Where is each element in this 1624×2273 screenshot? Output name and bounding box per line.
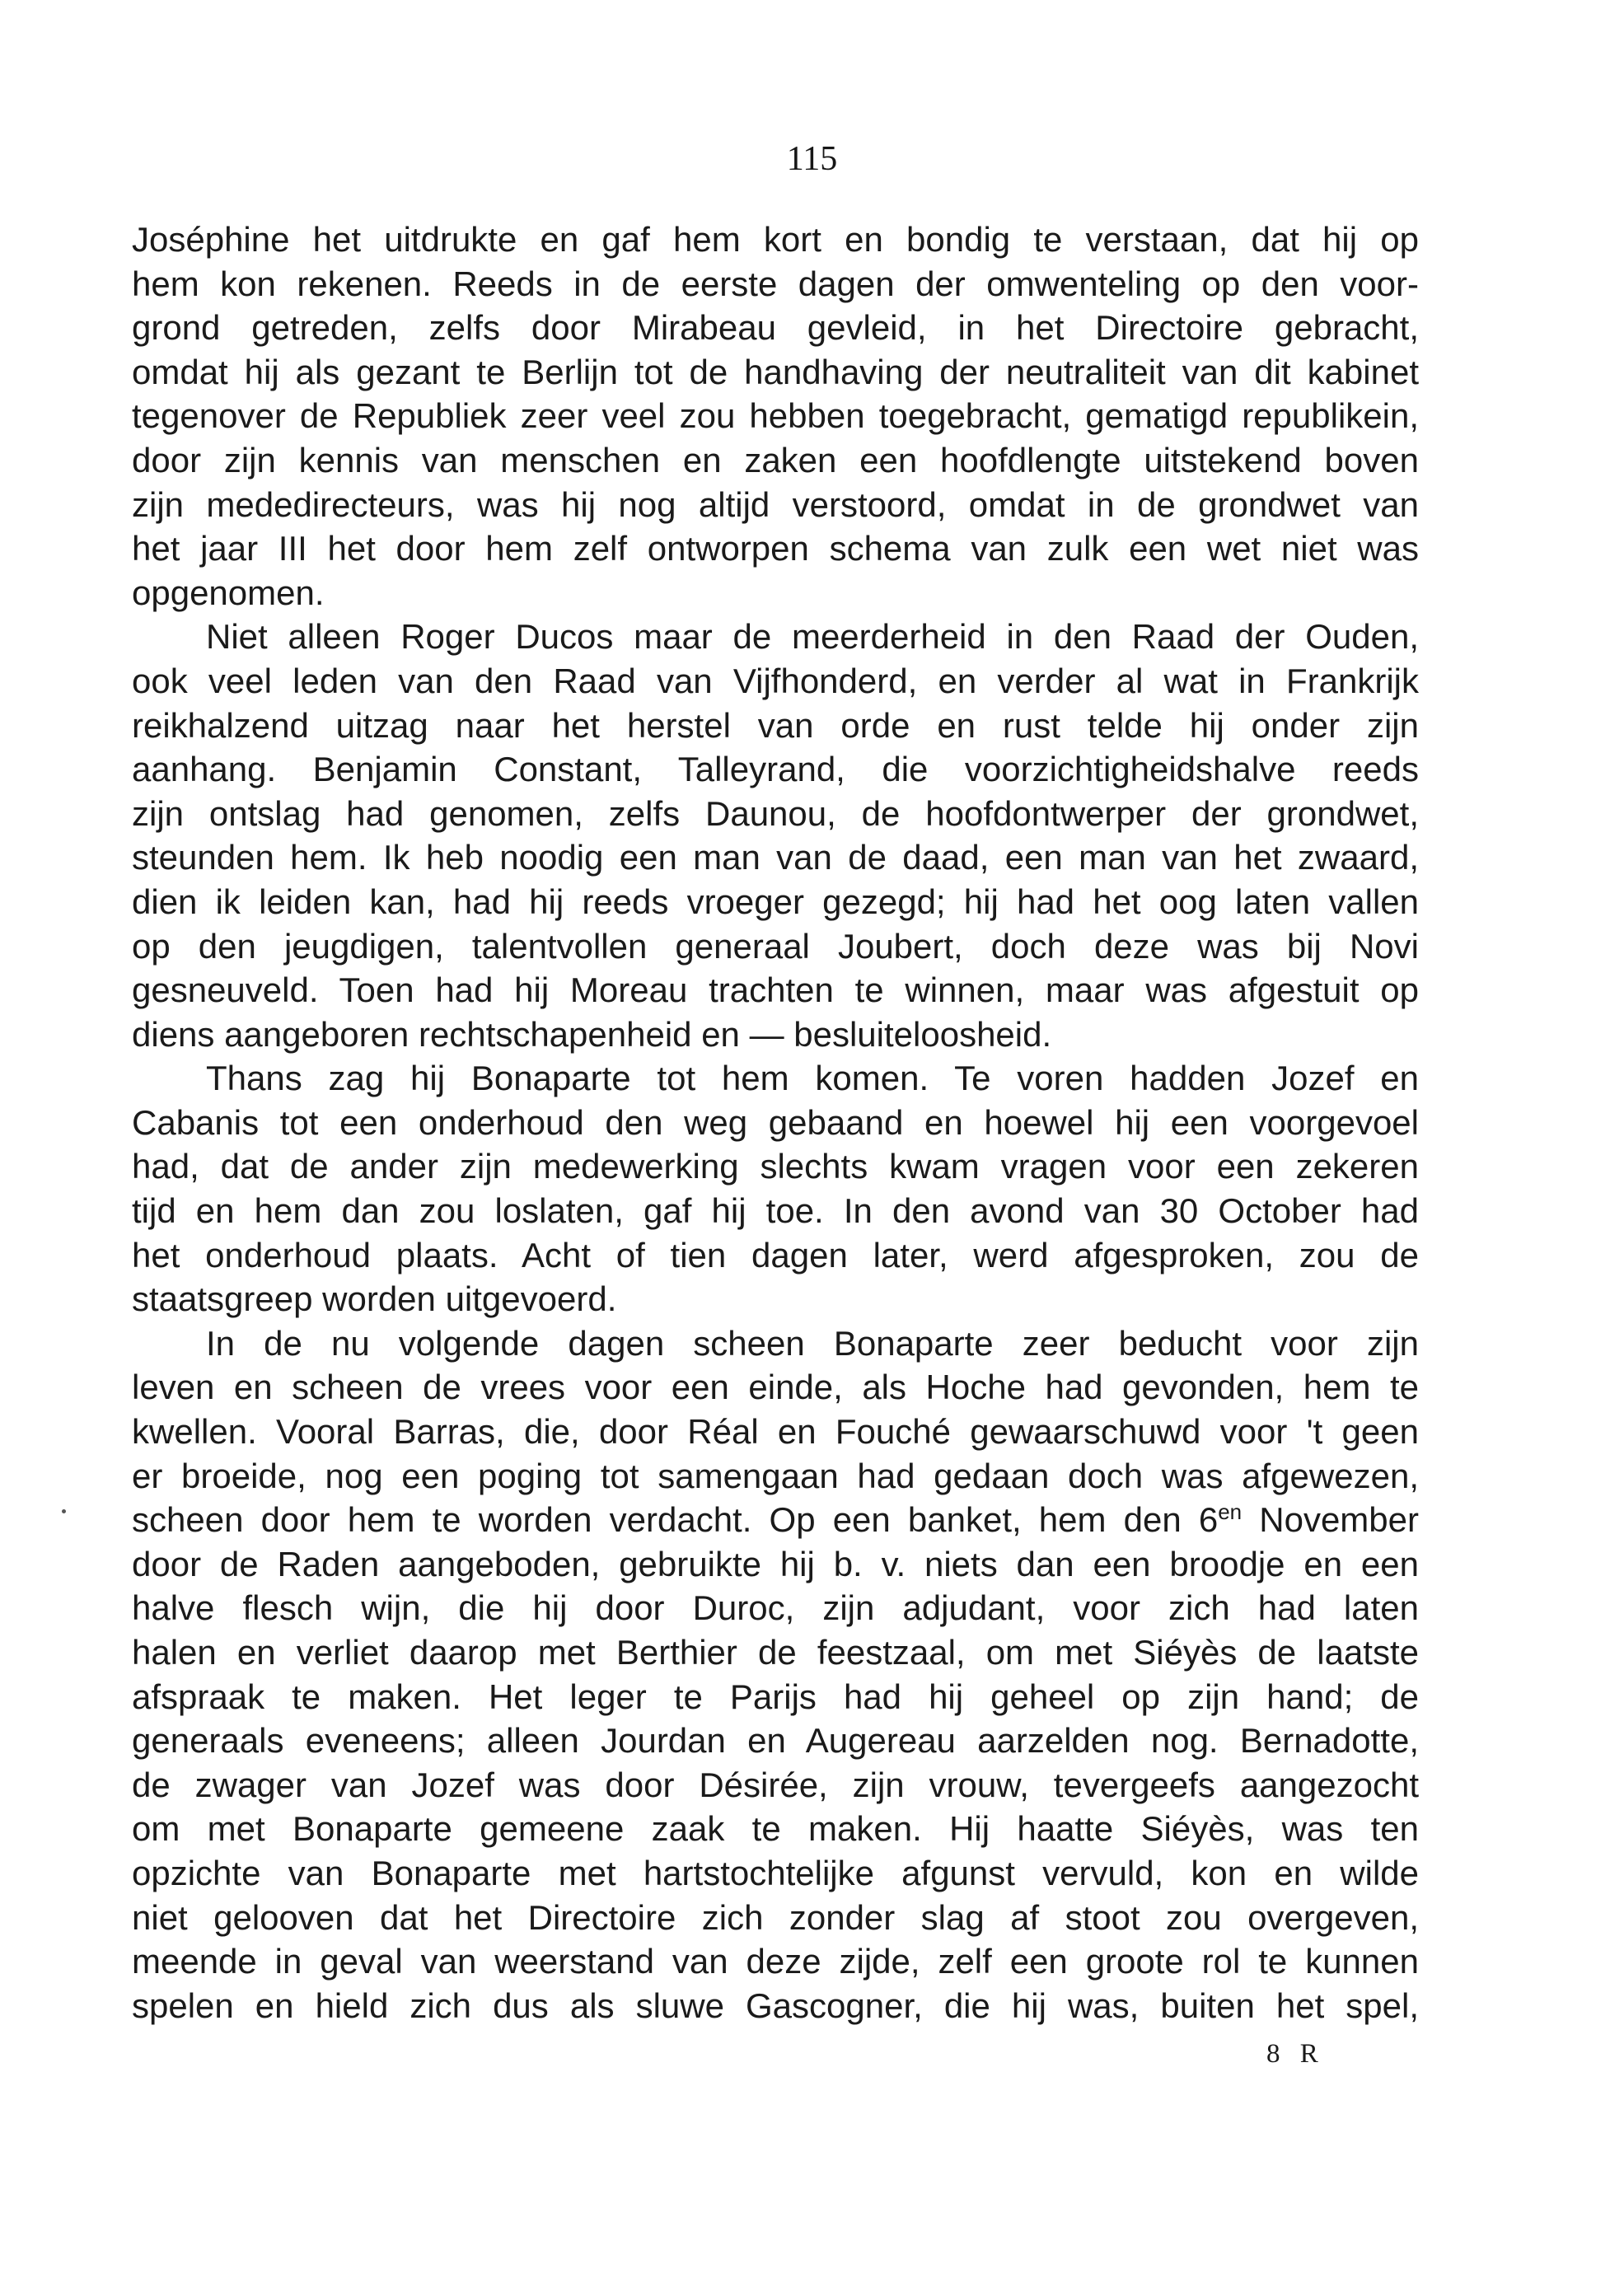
text-line: generaals eveneens; alleen Jourdan en Augereau aarzelden nog. Bernadotte, <box>132 1721 1419 1761</box>
text-line: het jaar III het door hem zelf ontworpen schema van zulk een wet niet was <box>132 529 1419 568</box>
text-line: scheen door hem te worden verdacht. Op een banket, hem den $6^{en}$ November <box>132 1499 1419 1540</box>
paragraph <box>132 1056 1419 1321</box>
text-line: tijd en hem dan zou loslaten, gaf hij toe. In den avond van 30 October had <box>132 1191 1419 1231</box>
text-line: zijn mededirecteurs, was hij nog altijd verstoord, omdat in de grondwet van <box>132 484 1419 524</box>
paragraph <box>132 1321 1419 2028</box>
text-line: niet gelooven dat het Directoire zich zonder slag af stoot zou overgeven, <box>132 1897 1419 1937</box>
text-line: steunden hem. Ik heb noodig een man van de daad, een man van het zwaard, <box>132 838 1419 877</box>
text-line: Joséphine het uitdrukte en gaf hem kort en bondig te verstaan, dat hij op <box>132 220 1419 259</box>
text-line: diens aangeboren rechtschapenheid en — besluiteloosheid. <box>132 1014 1052 1054</box>
text-line: afspraak te maken. Het leger te Parijs had hij geheel op zijn hand; de <box>132 1677 1419 1716</box>
text-line: omdat hij als gezant te Berlijn tot de handhaving der neutraliteit van dit kabinet <box>132 352 1419 391</box>
text-line: grond getreden, zelfs door Mirabeau gevleid, in het Directoire gebracht, <box>132 308 1419 348</box>
text-line: de zwager van Jozef was door Désirée, zijn vrouw, tevergeefs aangezocht <box>132 1765 1419 1804</box>
text-line: op den jeugdigen, talentvollen generaal Joubert, doch deze was bij Novi <box>132 926 1419 966</box>
paragraph <box>132 217 1419 615</box>
text-line: halen en verliet daarop met Berthier de feestzaal, om met Siéyès de laatste <box>132 1633 1419 1672</box>
stray-ink-dot <box>62 1509 66 1513</box>
text-line: er broeide, nog een poging tot samengaan had gedaan doch was afgewezen, <box>132 1456 1419 1495</box>
page-number: 115 <box>786 140 838 178</box>
text-line: halve flesch wijn, die hij door Duroc, zijn adjudant, voor zich had laten <box>132 1588 1419 1628</box>
text-line: dien ik leiden kan, had hij reeds vroeger gezegd; hij had het oog laten vallen <box>132 882 1419 921</box>
text-line: opzichte van Bonaparte met hartstochtelijke afgunst vervuld, kon en wilde <box>132 1853 1419 1892</box>
text-line: gesneuveld. Toen had hij Moreau trachten te winnen, maar was afgestuit op <box>132 970 1419 1010</box>
text-line: door zijn kennis van menschen en zaken een hoofdlengte uitstekend boven <box>132 440 1419 479</box>
body-text <box>132 217 1419 2027</box>
text-line: kwellen. Vooral Barras, die, door Réal en Fouché gewaarschuwd voor 't geen <box>132 1412 1419 1452</box>
text-line: staatsgreep worden uitgevoerd. <box>132 1279 617 1319</box>
text-line: meende in geval van weerstand van deze zijde, zelf een groote rol te kunnen <box>132 1942 1419 1981</box>
text-line: door de Raden aangeboden, gebruikte hij b. v. niets dan een broodje en een <box>132 1544 1419 1583</box>
text-line: Niet alleen Roger Ducos maar de meerderheid in den Raad der Ouden, <box>206 617 1419 657</box>
text-line: reikhalzend uitzag naar het herstel van orde en rust telde hij onder zijn <box>132 705 1419 745</box>
text-line: aanhang. Benjamin Constant, Talleyrand, die voorzichtigheidshalve reeds <box>132 750 1419 789</box>
text-line: hem kon rekenen. Reeds in de eerste dagen der omwenteling op den voor- <box>132 264 1419 303</box>
text-line: opgenomen. <box>132 573 325 612</box>
text-line: het onderhoud plaats. Acht of tien dagen later, werd afgesproken, zou de <box>132 1235 1419 1274</box>
text-line: spelen en hield zich dus als sluwe Gascogner, die hij was, buiten het spel, <box>132 1985 1419 2025</box>
signature-mark: 8 R <box>1266 2039 1325 2069</box>
text-line: In de nu volgende dagen scheen Bonaparte zeer beducht voor zijn <box>206 1323 1419 1363</box>
text-line: Thans zag hij Bonaparte tot hem komen. Te voren hadden Jozef en <box>206 1059 1419 1098</box>
text-line: tegenover de Republiek zeer veel zou hebben toegebracht, gematigd republikein, <box>132 396 1419 436</box>
text-line: Cabanis tot een onderhoud den weg gebaand en hoewel hij een voorgevoel <box>132 1102 1419 1142</box>
text-line: had, dat de ander zijn medewerking slechts kwam vragen voor een zekeren <box>132 1147 1419 1186</box>
text-line: ook veel leden van den Raad van Vijfhonderd, en verder al wat in Frankrijk <box>132 661 1419 700</box>
text-line: om met Bonaparte gemeene zaak te maken. Hij haatte Siéyès, was ten <box>132 1809 1419 1849</box>
text-line: zijn ontslag had genomen, zelfs Daunou, de hoofdontwerper der grondwet, <box>132 793 1419 833</box>
paragraph <box>132 615 1419 1056</box>
text-line: leven en scheen de vrees voor een einde, als Hoche had gevonden, hem te <box>132 1368 1419 1407</box>
